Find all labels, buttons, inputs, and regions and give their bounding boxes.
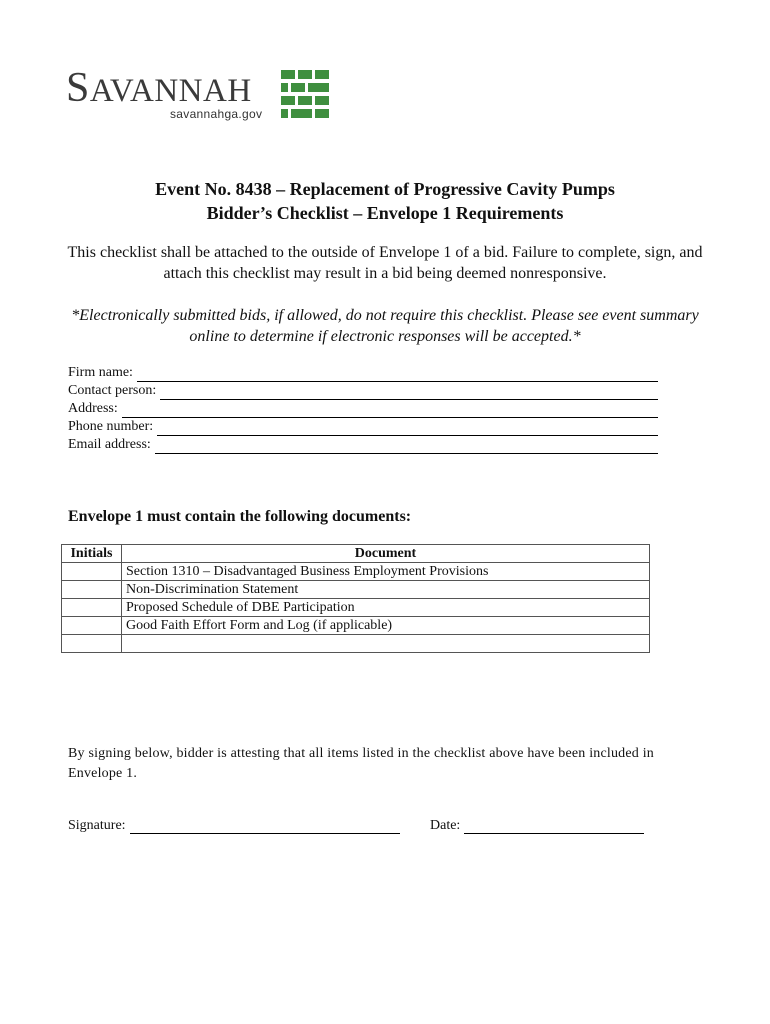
table-row: [62, 635, 650, 653]
table-row: [62, 581, 650, 599]
signature-line[interactable]: [130, 819, 400, 834]
savannah-squares-logo-icon: [281, 70, 329, 118]
document-cell: Proposed Schedule of DBE Participation: [122, 599, 650, 617]
table-row: [62, 563, 650, 581]
signature-label: Signature:: [68, 818, 126, 833]
initials-cell[interactable]: [62, 581, 122, 599]
table-row: [62, 617, 650, 635]
savannah-logo: [66, 66, 336, 122]
table-row: [62, 599, 650, 617]
documents-table: [61, 544, 650, 653]
initials-cell[interactable]: [62, 563, 122, 581]
field-label: Firm name:: [68, 365, 133, 380]
email-address-field[interactable]: [68, 436, 658, 454]
title-line-1: Event No. 8438 – Replacement of Progressive Cavity Pumps: [155, 179, 615, 199]
initials-cell[interactable]: [62, 617, 122, 635]
logo-url: savannahga.gov: [170, 107, 263, 121]
electronic-note: *Electronically submitted bids, if allowed, do not require this checklist. Please see event summary online to determine if electronic responses will be accepted.*: [71, 307, 699, 345]
address-field[interactable]: [68, 400, 658, 418]
firm-name-line[interactable]: [137, 367, 658, 382]
field-label: Email address:: [68, 437, 151, 452]
intro-text: This checklist shall be attached to the outside of Envelope 1 of a bid. Failure to complete, sign, and attach this checklist may result in a bid being deemed nonresponsive.: [67, 244, 703, 282]
firm-name-field[interactable]: [68, 364, 658, 382]
document-cell: Non-Discrimination Statement: [122, 581, 650, 599]
email-address-line[interactable]: [155, 439, 658, 454]
title-line-2: Bidder’s Checklist – Envelope 1 Requirements: [206, 203, 564, 223]
field-label: Phone number:: [68, 419, 154, 434]
attestation-text: By signing below, bidder is attesting that all items listed in the checklist above have been included in Envelope 1.: [68, 746, 654, 781]
table-header-row: [62, 545, 650, 563]
initials-header: Initials: [62, 545, 122, 563]
document-header: Document: [122, 545, 650, 563]
field-label: Contact person:: [68, 383, 157, 398]
date-line[interactable]: [464, 819, 644, 834]
field-label: Address:: [68, 401, 118, 416]
date-label: Date:: [430, 818, 461, 833]
signature-field[interactable]: [68, 818, 400, 834]
phone-number-field[interactable]: [68, 418, 658, 436]
phone-number-line[interactable]: [157, 421, 658, 436]
document-cell: Section 1310 – Disadvantaged Business Employment Provisions: [122, 563, 650, 581]
document-cell: Good Faith Effort Form and Log (if applicable): [122, 617, 650, 635]
section-heading: Envelope 1 must contain the following documents:: [68, 508, 412, 525]
contact-person-field[interactable]: [68, 382, 658, 400]
document-cell: [122, 635, 650, 653]
initials-cell[interactable]: [62, 635, 122, 653]
initials-cell[interactable]: [62, 599, 122, 617]
address-line[interactable]: [122, 403, 658, 418]
logo-wordmark: SAVANNAH: [66, 65, 252, 111]
date-field[interactable]: [430, 818, 644, 834]
contact-person-line[interactable]: [160, 385, 658, 400]
